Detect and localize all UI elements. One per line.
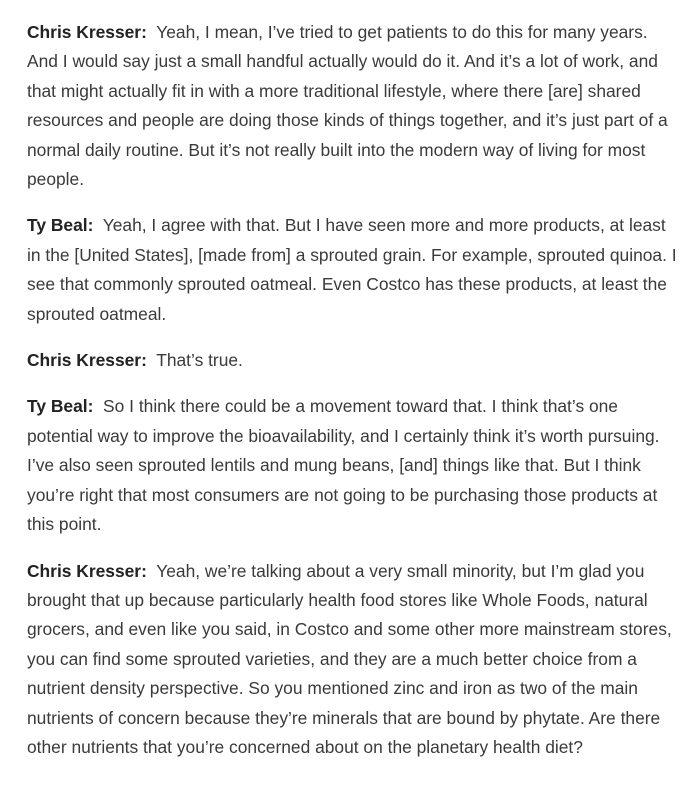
speaker-name: Chris Kresser:: [27, 560, 147, 581]
turn-text: Yeah, we’re talking about a very small minority, but I’m glad you brought that up because particularly health food stores like Whole Foods, natural grocers, and even like you said, in Costco and some other more mainstream stores, you can find some sprouted varieties, and they are a much better choice from a nutrient density perspective. So you mentioned zinc and iron as two of the main nutrients of concern because they’re minerals that are bound by phytate. Are there other nutrients that you’re concerned about on the planetary health diet?: [27, 560, 672, 757]
turn-text: That’s true.: [156, 350, 243, 371]
transcript-turn-2: [27, 211, 680, 329]
transcript-turn-3: [27, 346, 680, 375]
speaker-name: Ty Beal:: [27, 215, 94, 236]
turn-text: So I think there could be a movement toward that. I think that’s one potential way to improve the bioavailability, and I certainly think it’s worth pursuing. I’ve also seen sprouted lentils and mung beans, [and] things like that. But I think you’re right that most consumers are not going to be purchasing those products at this point.: [27, 396, 660, 535]
transcript-turn-5: [27, 557, 680, 763]
transcript-turn-1: [27, 18, 680, 194]
speaker-name: Chris Kresser:: [27, 350, 147, 371]
speaker-name: Chris Kresser:: [27, 22, 147, 42]
transcript-turn-4: [27, 392, 680, 539]
turn-text: Yeah, I mean, I’ve tried to get patients to do this for many years. And I would say just a small handful actually would do it. And it’s a lot of work, and that might actually fit in with a more traditional lifestyle, where there [are] shared resources and people are doing those kinds of things together, and it’s just part of a normal daily routine. But it’s not really built into the modern way of living for most people.: [27, 22, 668, 190]
transcript: [27, 18, 680, 762]
speaker-name: Ty Beal:: [27, 396, 94, 417]
turn-text: Yeah, I agree with that. But I have seen more and more products, at least in the [United States], [made from] a sprouted grain. For example, sprouted quinoa. I see that commonly sprouted oatmeal. Even Costco has these products, at least the sprouted oatmeal.: [27, 215, 677, 324]
